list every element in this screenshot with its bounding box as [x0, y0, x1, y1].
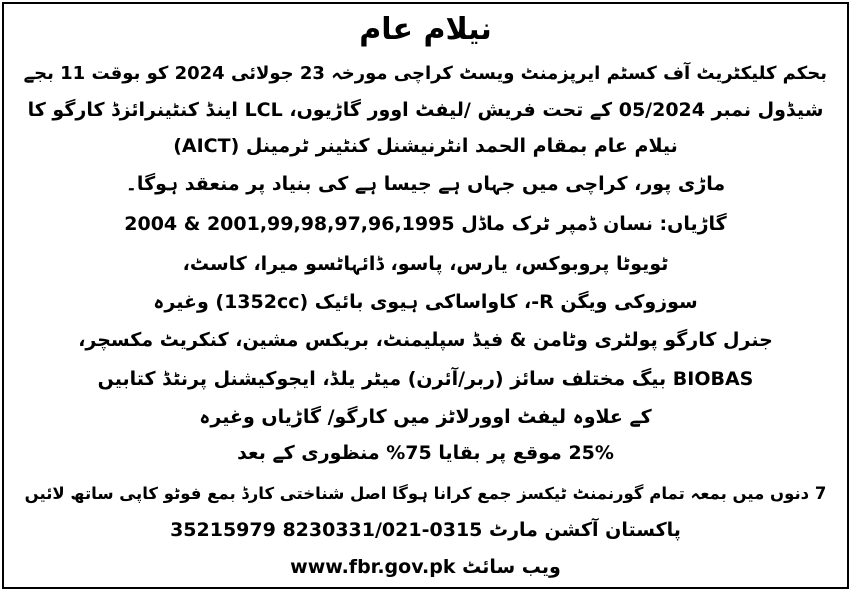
notice-line-toyota: ٹویوٹا پروبوکس، یارس، پاسو، ڈائہاٹسو میرا، کاسٹ،	[182, 253, 669, 275]
notice-line-location: ماڑی پور، کراچی میں جہاں ہے جیسا ہے کی بنیاد پر منعقد ہوگا۔	[125, 173, 726, 195]
notice-line-contact: پاکستان آکشن مارٹ 0315-8230331/021 35215979	[170, 519, 681, 541]
notice-title: نیلام عام	[359, 12, 492, 47]
auction-notice	[2, 2, 849, 589]
notice-line-leftover: کے علاوہ لیفٹ اوورلاٹز میں کارگو/ گاڑیاں وغیرہ	[199, 406, 652, 428]
notice-line-taxes: 7 دنوں میں بمعہ تمام گورنمنٹ ٹیکسز جمع کرانا ہوگا اصل شناختی کارڈ بمع فوٹو کاپی ساتھ لائیں	[24, 484, 827, 503]
notice-line-general-cargo: جنرل کارگو پولٹری وٹامن & فیڈ سپلیمنٹ، بریکس مشین، کنکریٹ مکسچر،	[78, 329, 773, 351]
notice-line-website: ویب سائٹ www.fbr.gov.pk	[290, 556, 561, 578]
notice-line-order: بحکم کلیکٹریٹ آف کسٹم ایرپزمنٹ ویسٹ کراچی مورخہ 23 جولائی 2024 کو بوقت 11 بجے	[23, 63, 827, 84]
notice-line-vehicles: گاڑیاں: نسان ڈمپر ٹرک ماڈل 2001,99,98,97,96,1995 & 2004	[124, 213, 727, 235]
notice-line-schedule: شیڈول نمبر 05/2024 کے تحت فریش /لیفٹ اوور گاڑیوں، LCL اینڈ کنٹینرائزڈ کارگو کا	[27, 99, 824, 121]
notice-line-biobas: BIOBAS بیگ مختلف سائز (ربر/آئرن) میٹر یلڈ، ایجوکیشنل پرنٹڈ کتابیں	[97, 368, 754, 390]
notice-line-payment: 25% موقع پر بقایا 75% منظوری کے بعد	[237, 442, 614, 464]
notice-line-suzuki: سوزوکی ویگن R-، کاواساکی ہیوی بائیک (1352cc) وغیرہ	[153, 291, 698, 313]
notice-line-venue: نیلام عام بمقام الحمد انٹرنیشنل کنٹینر ٹرمینل (AICT)	[173, 135, 678, 157]
